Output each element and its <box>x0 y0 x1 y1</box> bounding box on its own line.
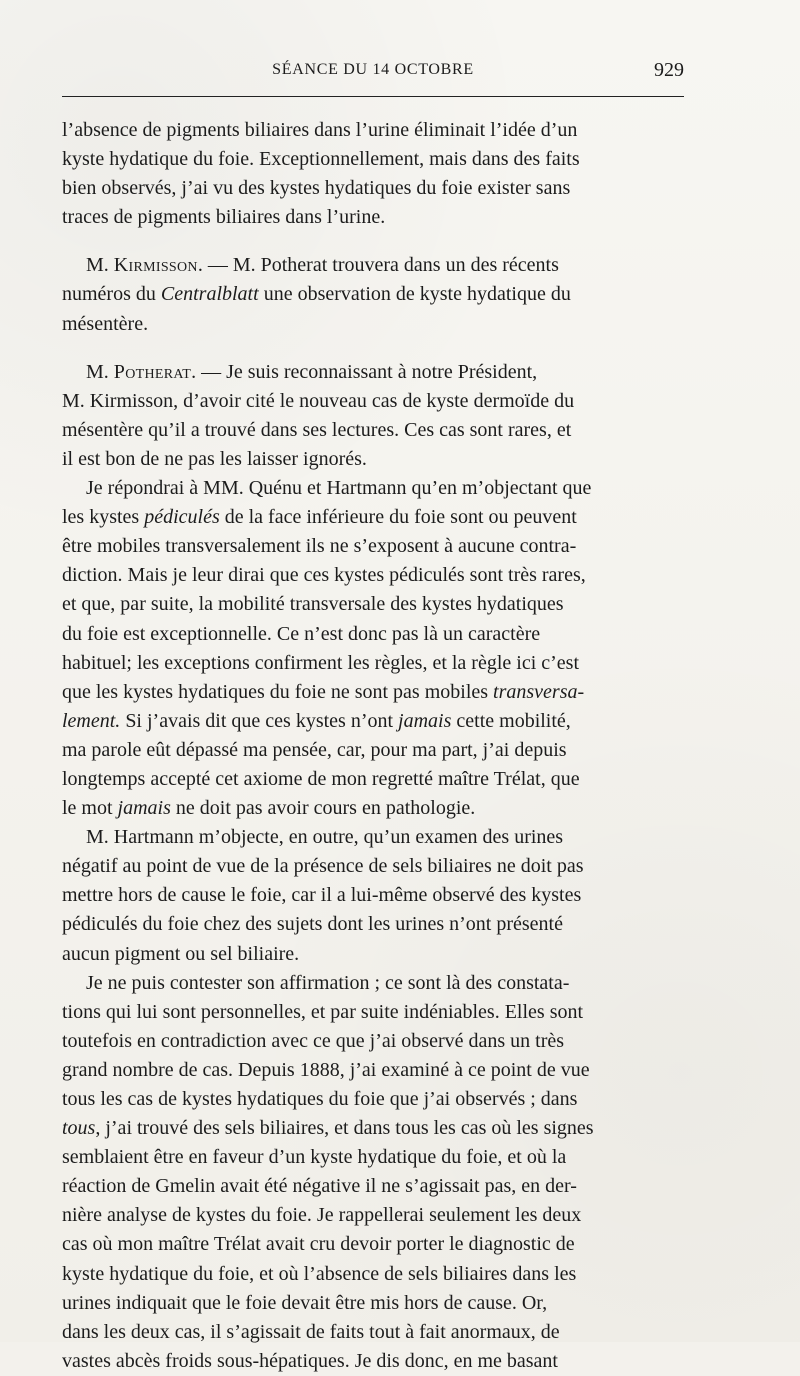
paragraph-3-line-4: il est bon de ne pas les laisser ignorés. <box>62 447 367 470</box>
paragraph-3-line-2: M. Kirmisson, d’avoir cité le nouveau cas de kyste dermoïde du <box>62 389 575 412</box>
paragraph-5-line-5: aucun pigment ou sel biliaire. <box>62 942 300 965</box>
paragraph-3-line-1-rest: . — Je suis reconnaissant à notre Président, <box>191 360 538 383</box>
main-text <box>62 116 684 1376</box>
paragraph-4-line-12-end: ne doit pas avoir cours en pathologie. <box>170 797 476 820</box>
paragraph-4-line-2-end: de la face inférieure du foie sont ou peuvent <box>219 506 577 529</box>
paragraph-4-line-2-start: les kystes <box>62 506 145 529</box>
centralblatt-term: Centralblatt <box>160 283 259 306</box>
paragraph-1-line-1: l’absence de pigments biliaires dans l’urine éliminait l’idée d’un <box>62 119 578 141</box>
paragraph-1-line-4: traces de pigments biliaires dans l’urine. <box>62 206 386 229</box>
paragraph-6-line-2: tions qui lui sont personnelles, et par suite indéniables. Elles sont <box>62 1000 584 1023</box>
pedicules-term: pédiculés <box>144 506 220 529</box>
paragraph-gap <box>62 232 684 251</box>
speaker-prefix-kirmisson: M. <box>86 254 109 277</box>
paragraph-1 <box>62 116 684 232</box>
page-number: 929 <box>654 59 684 81</box>
paragraph-2 <box>62 251 684 338</box>
jamais-term-1: jamais <box>398 709 452 732</box>
paragraph-6-line-1: Je ne puis contester son affirmation ; ce sont là des constata- <box>86 971 570 994</box>
paragraph-2-line-3: mésentère. <box>62 312 149 335</box>
paragraph-6-line-13: dans les deux cas, il s’agissait de faits tout à fait anormaux, de <box>62 1320 560 1343</box>
speaker-name-kirmisson: Kirmisson <box>113 254 198 277</box>
paragraph-2-line-2-end: une observation de kyste hydatique du <box>258 283 571 306</box>
paragraph-6-line-12: urines indiquait que le foie devait être mis hors de cause. Or, <box>62 1291 548 1314</box>
paragraph-4 <box>62 474 684 823</box>
paragraph-4-line-4: diction. Mais je leur dirai que ces kystes pédiculés sont très rares, <box>62 564 586 587</box>
tous-term: tous <box>62 1117 96 1140</box>
paragraph-2-line-1-rest: . — M. Potherat trouvera dans un des récents <box>197 254 559 277</box>
paragraph-3 <box>62 358 684 474</box>
paragraph-6-line-3: toutefois en contradiction avec ce que j’ai observé dans un très <box>62 1029 565 1052</box>
paragraph-6 <box>62 969 684 1376</box>
paragraph-4-line-9-end: cette mobilité, <box>451 709 571 732</box>
paragraph-4-line-3: être mobiles transversalement ils ne s’exposent à aucune contra- <box>62 535 577 558</box>
paragraph-3-line-3: mésentère qu’il a trouvé dans ses lectures. Ces cas sont rares, et <box>62 418 572 441</box>
page-header <box>62 58 684 92</box>
speaker-prefix-potherat: M. <box>86 360 109 383</box>
paragraph-4-line-5: et que, par suite, la mobilité transversale des kystes hydatiques <box>62 593 564 616</box>
paragraph-5-line-4: pédiculés du foie chez des sujets dont les urines n’ont présenté <box>62 913 563 936</box>
paragraph-6-line-8: réaction de Gmelin avait été négative il ne s’agissait pas, en der- <box>62 1175 577 1198</box>
paragraph-4-line-6: du foie est exceptionnelle. Ce n’est donc pas là un caractère <box>62 622 541 645</box>
paragraph-6-line-11: kyste hydatique du foie, et où l’absence de sels biliaires dans les <box>62 1262 577 1285</box>
lement-term: lement. <box>62 709 121 732</box>
paragraph-2-line-2-start: numéros du <box>62 283 161 306</box>
paragraph-4-line-1: Je répondrai à MM. Quénu et Hartmann qu’en m’objectant que <box>86 477 592 500</box>
header-rule <box>62 96 684 97</box>
paragraph-6-line-6-end: , j’ai trouvé des sels biliaires, et dans tous les cas où les signes <box>95 1117 594 1140</box>
paragraph-6-line-5: tous les cas de kystes hydatiques du foie que j’ai observés ; dans <box>62 1088 578 1110</box>
paragraph-6-line-9: nière analyse de kystes du foie. Je rappellerai seulement les deux <box>62 1204 582 1227</box>
paragraph-4-line-7: habituel; les exceptions confirment les règles, et la règle ici c’est <box>62 651 580 674</box>
paragraph-6-line-10: cas où mon maître Trélat avait cru devoir porter le diagnostic de <box>62 1233 575 1256</box>
speaker-name-potherat: Potherat <box>113 360 192 383</box>
paragraph-6-line-4: grand nombre de cas. Depuis 1888, j’ai examiné à ce point de vue <box>62 1058 590 1081</box>
paragraph-4-line-10: ma parole eût dépassé ma pensée, car, pour ma part, j’ai depuis <box>62 738 567 761</box>
paragraph-1-line-2: kyste hydatique du foie. Exceptionnellement, mais dans des faits <box>62 148 580 171</box>
jamais-term-2: jamais <box>117 797 171 820</box>
paragraph-5-line-1: M. Hartmann m’objecte, en outre, qu’un examen des urines <box>86 826 564 849</box>
paragraph-4-line-8-start: que les kystes hydatiques du foie ne sont pas mobiles <box>62 680 494 703</box>
paragraph-6-line-7: semblaient être en faveur d’un kyste hydatique du foie, et où la <box>62 1146 567 1169</box>
paragraph-1-line-3: bien observés, j’ai vu des kystes hydatiques du foie exister sans <box>62 177 571 200</box>
paragraph-4-line-11: longtemps accepté cet axiome de mon regretté maître Trélat, que <box>62 767 580 790</box>
paragraph-5 <box>62 823 684 968</box>
paragraph-5-line-3: mettre hors de cause le foie, car il a lui-même observé des kystes <box>62 884 582 907</box>
paragraph-6-line-14: vastes abcès froids sous-hépatiques. Je dis donc, en me basant <box>62 1349 558 1372</box>
paragraph-4-line-9-middle: Si j’avais dit que ces kystes n’ont <box>120 709 399 732</box>
paragraph-4-line-12-start: le mot <box>62 797 118 820</box>
running-head: SÉANCE DU 14 OCTOBRE <box>272 61 474 78</box>
paragraph-gap <box>62 339 684 358</box>
transversa-term: transversa- <box>493 680 585 703</box>
paragraph-5-line-2: négatif au point de vue de la présence de sels biliaires ne doit pas <box>62 855 584 878</box>
